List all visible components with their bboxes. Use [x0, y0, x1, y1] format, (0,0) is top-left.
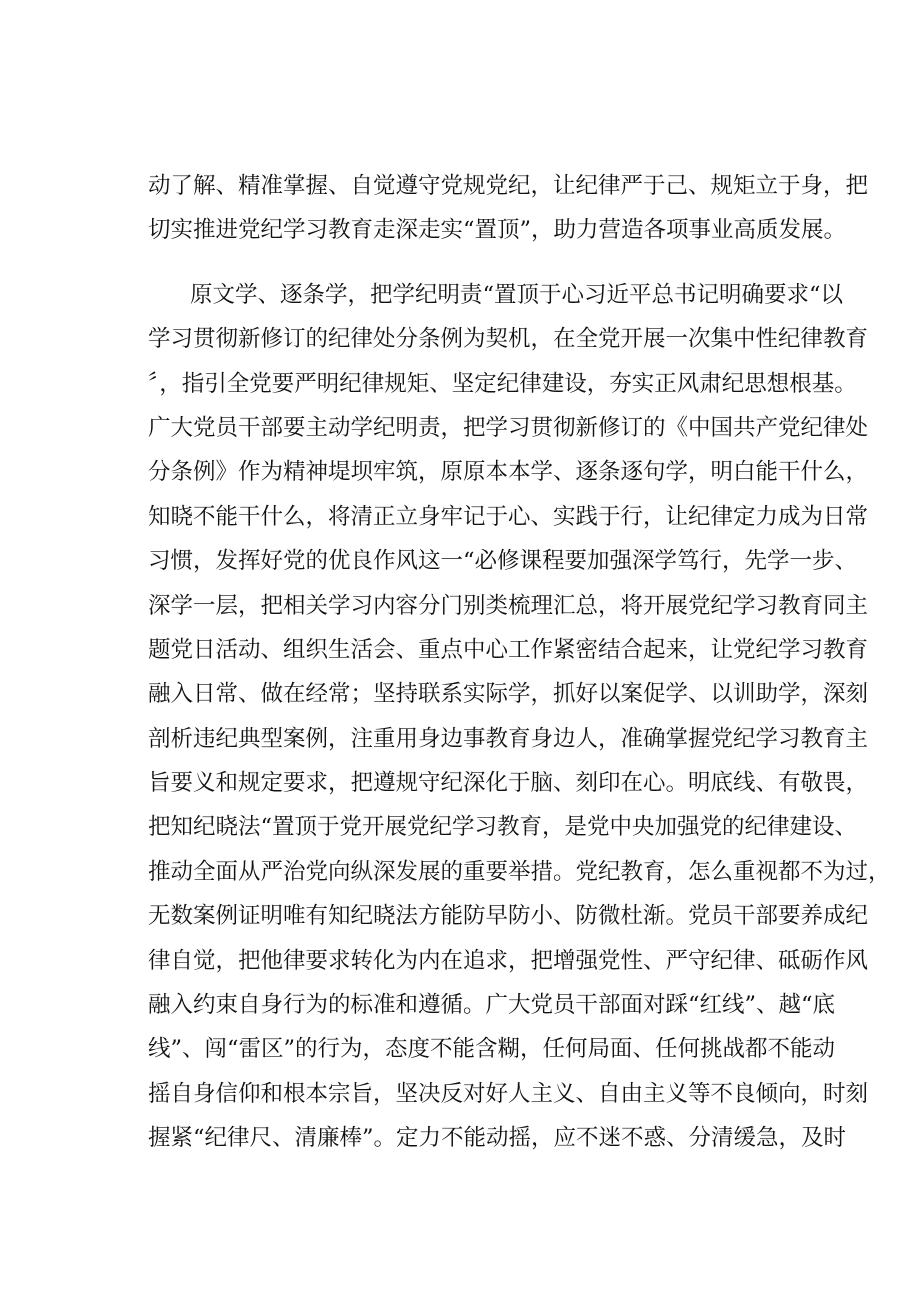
text-line: 题党日活动、组织生活会、重点中心工作紧密结合起来，让党纪学习教育 — [148, 636, 869, 663]
text-line: 推动全面从严治党向纵深发展的重要举措。党纪教育，怎么重视都不为过， — [148, 858, 891, 885]
text-line: 分条例》作为精神堤坝牢筑，原原本本学、逐条逐句学，明白能干什么， — [148, 459, 869, 486]
text-line: 学习贯彻新修订的纪律处分条例为契机，在全党开展一次集中性纪律教育 — [148, 326, 869, 353]
text-line: 律自觉，把他律要求转化为内在追求，把增强党性、严守纪律、砥砺作风 — [148, 947, 869, 974]
text-line: 知晓不能干什么，将清正立身牢记于心、实践于行，让纪律定力成为日常 — [148, 503, 869, 530]
text-line: 习惯，发挥好党的优良作风这一“必修课程要加强深学笃行，先学一步、 — [148, 548, 858, 575]
text-line: 融入日常、做在经常；坚持联系实际学，抓好以案促学、以训助学，深刻 — [148, 681, 869, 708]
paragraph-gap — [148, 253, 828, 273]
text-line: 融入约束自身行为的标准和遵循。广大党员干部面对踩“红线”、越“底 — [148, 992, 836, 1019]
document-body — [148, 164, 891, 1161]
text-line: 原文学、逐条学，把学纪明责“置顶于心习近平总书记明确要求“以 — [190, 281, 844, 308]
text-line: 剖析违纪典型案例，注重用身边事教育身边人，准确掌握党纪学习教育主 — [148, 725, 869, 752]
text-line: 握紧“纪律尺、清廉棒”。定力不能动摇，应不迷不惑、分清缓急，及时 — [148, 1125, 847, 1152]
text-line: 把知纪晓法“置顶于党开展党纪学习教育，是党中央加强党的纪律建设、 — [148, 814, 858, 841]
text-line: 深学一层，把相关学习内容分门别类梳理汇总，将开展党纪学习教育同主 — [148, 592, 869, 619]
paragraph-2 — [148, 273, 891, 1161]
paragraph-1 — [148, 164, 869, 253]
text-line: 无数案例证明唯有知纪晓法方能防早防小、防微杜渐。党员干部要养成纪 — [148, 903, 869, 930]
text-line: 线”、闯“雷区”的行为，态度不能含糊，任何局面、任何挑战都不能动 — [148, 1036, 836, 1063]
text-line: 切实推进党纪学习教育走深走实“置顶”，助力营造各项事业高质发展。 — [148, 217, 847, 244]
text-line: 摇自身信仰和根本宗旨，坚决反对好人主义、自由主义等不良倾向，时刻 — [148, 1080, 869, 1107]
text-line: 广大党员干部要主动学纪明责，把学习贯彻新修订的《中国共产党纪律处 — [148, 414, 869, 441]
text-line: 旨要义和规定要求，把遵规守纪深化于脑、刻印在心。明底线、有敬畏， — [148, 770, 869, 797]
text-line: 动了解、精准掌握、自觉遵守党规党纪，让纪律严于己、规矩立于身，把 — [148, 173, 869, 199]
text-line: 〞，指引全党要严明纪律规矩、坚定纪律建设，夯实正风肃纪思想根基。 — [148, 370, 857, 397]
